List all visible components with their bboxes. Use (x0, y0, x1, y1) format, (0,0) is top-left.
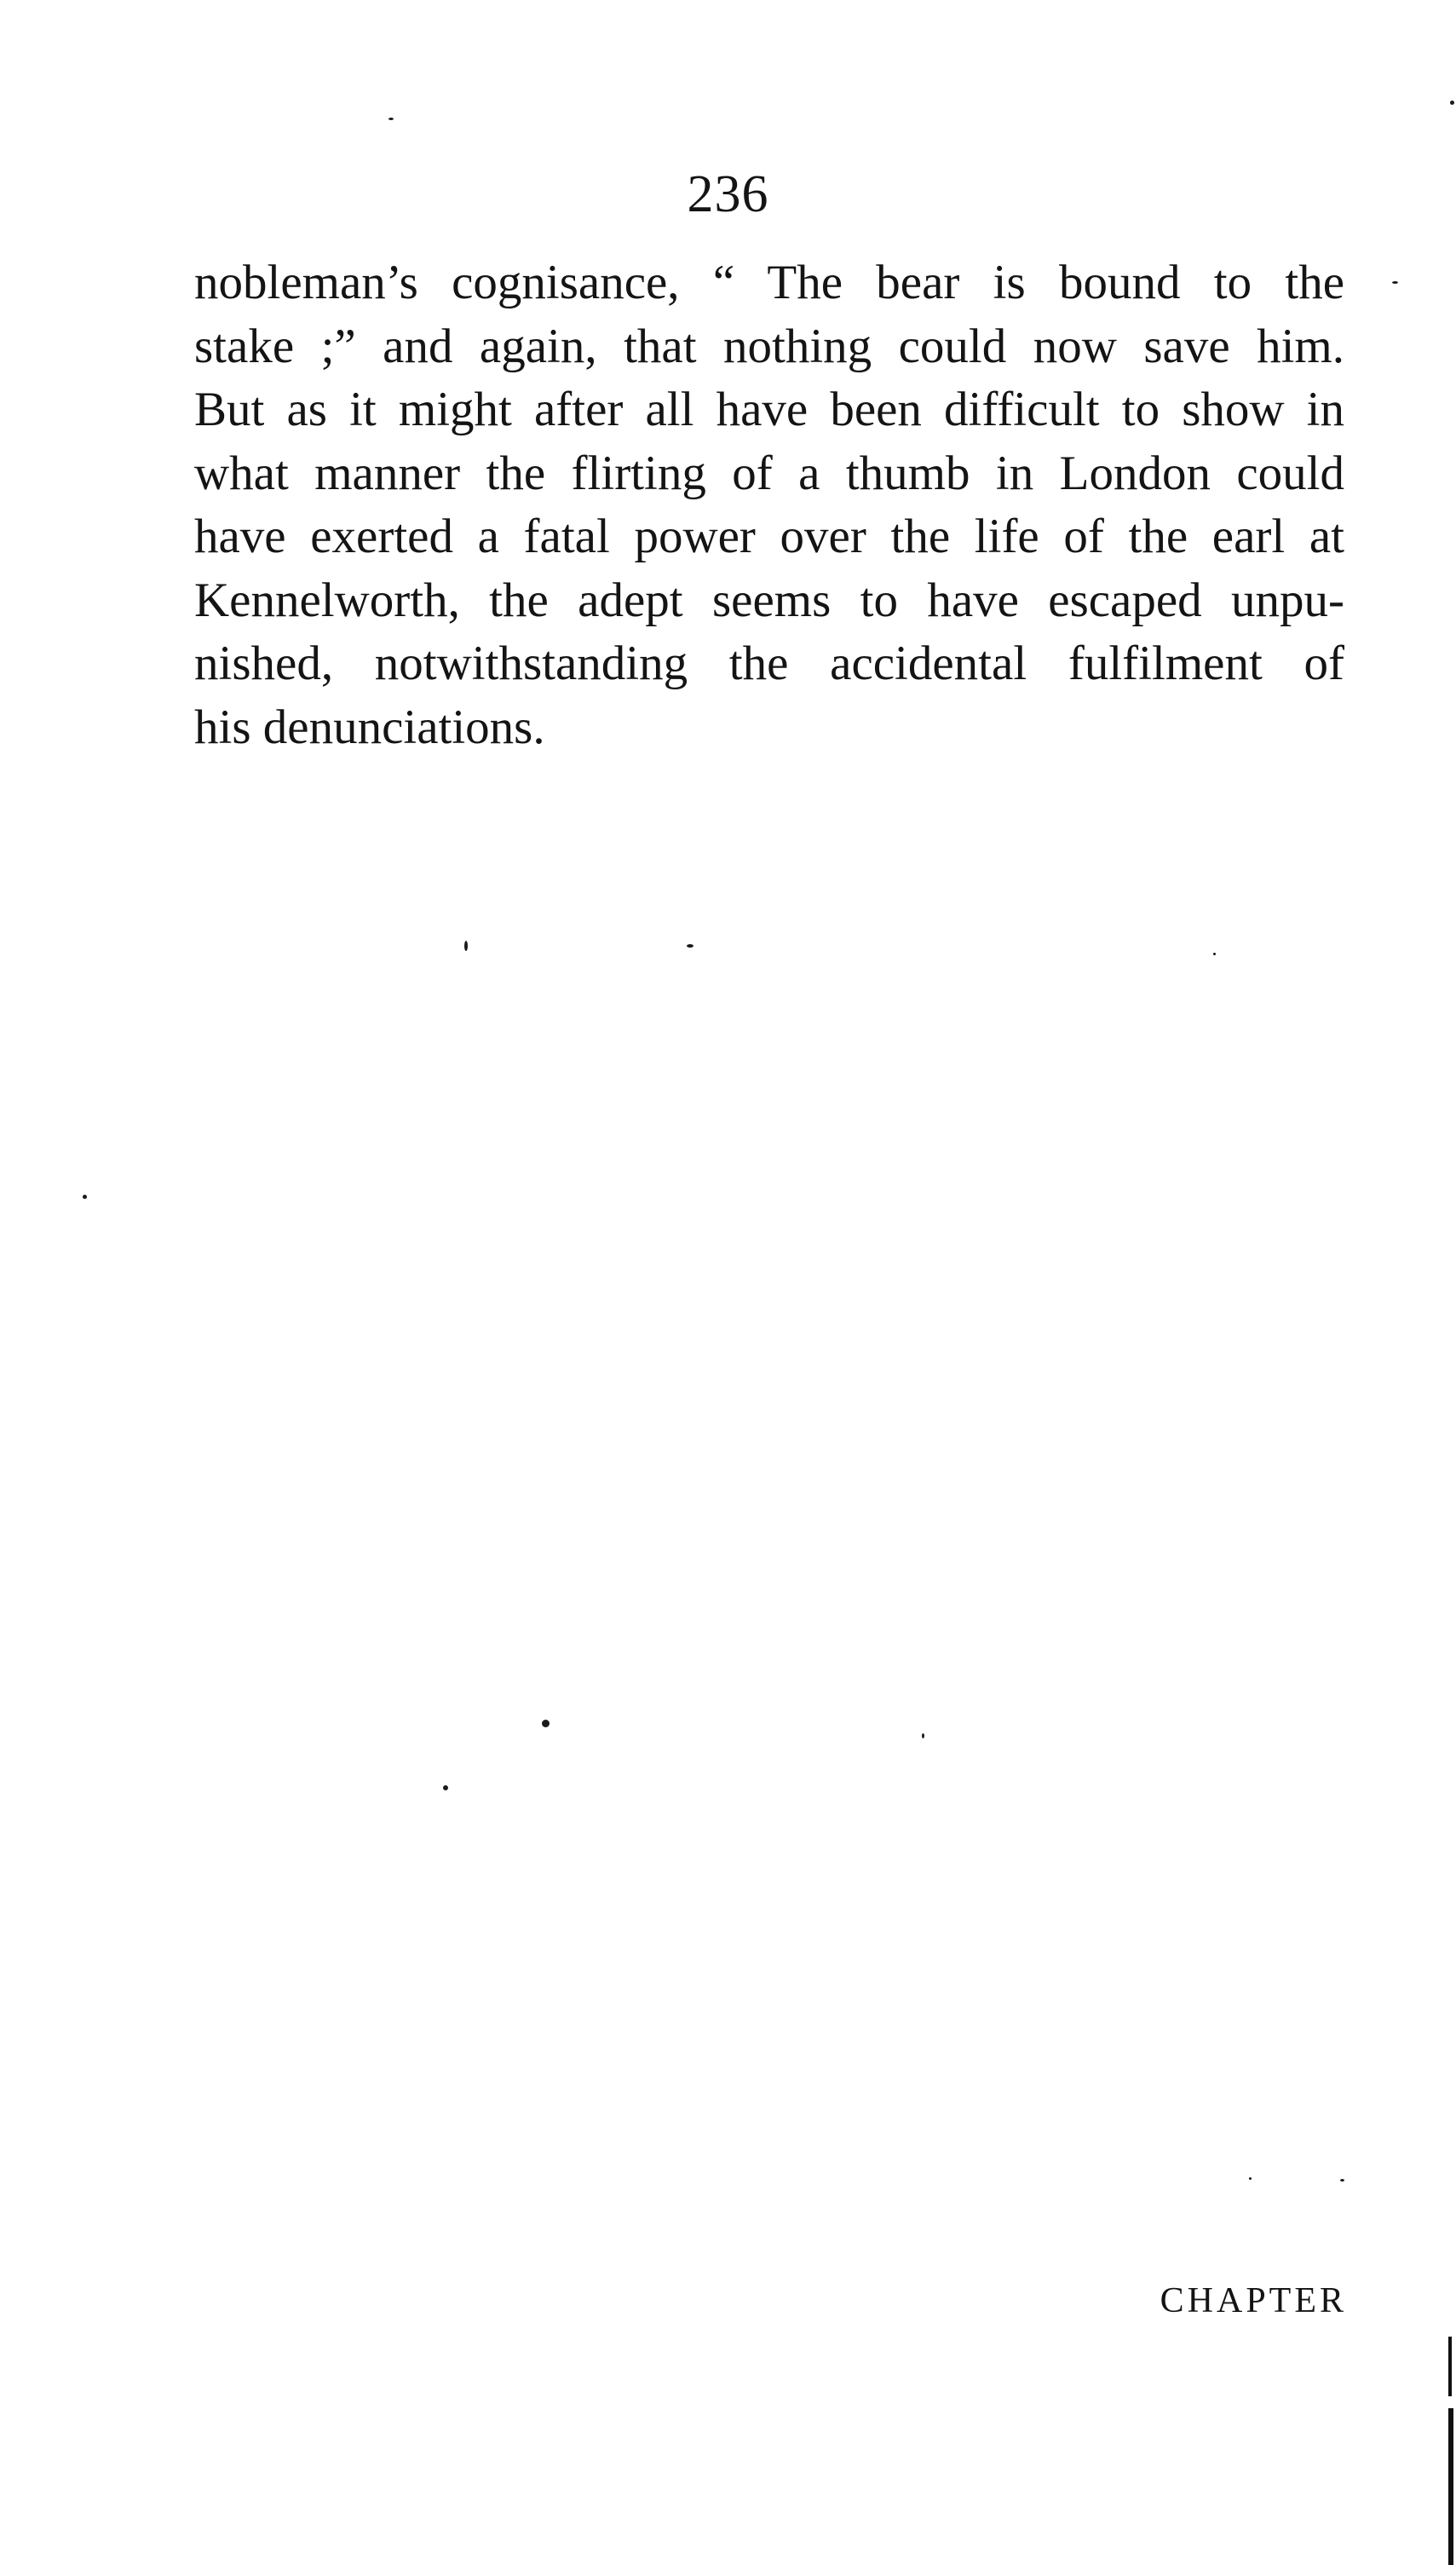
scan-speck (687, 944, 693, 948)
scan-speck (83, 1195, 87, 1199)
scan-speck (922, 1733, 924, 1738)
scan-speck (1340, 2179, 1344, 2182)
scan-speck (464, 941, 468, 951)
scan-speck (443, 1785, 448, 1790)
page-edge-mark (1448, 2408, 1453, 2565)
catchword: CHAPTER (1160, 2281, 1347, 2320)
text-line: his denunciations. (194, 700, 545, 754)
body-paragraph (194, 251, 1344, 759)
scan-speck (542, 1720, 550, 1727)
text-line: nished, notwithstanding the accidental fulfilment of (194, 637, 1344, 690)
page-edge-mark (1448, 2337, 1452, 2396)
text-line: nobleman’s cognisance, “ The bear is bound to the (194, 256, 1344, 309)
text-line: have exerted a fatal power over the life of the earl at (194, 510, 1344, 563)
scan-speck (1392, 281, 1398, 284)
scan-speck (1450, 101, 1454, 105)
scan-speck (1249, 2177, 1252, 2180)
text-line: stake ;” and again, that nothing could now save him. (194, 319, 1344, 373)
text-line: But as it might after all have been difficult to show in (194, 383, 1344, 436)
text-line: what manner the flirting of a thumb in London could (194, 446, 1344, 500)
scan-speck (388, 118, 394, 120)
page-number: 236 (687, 165, 769, 223)
scan-speck (1213, 953, 1216, 955)
text-line: Kennelworth, the adept seems to have escaped unpu- (194, 573, 1344, 627)
